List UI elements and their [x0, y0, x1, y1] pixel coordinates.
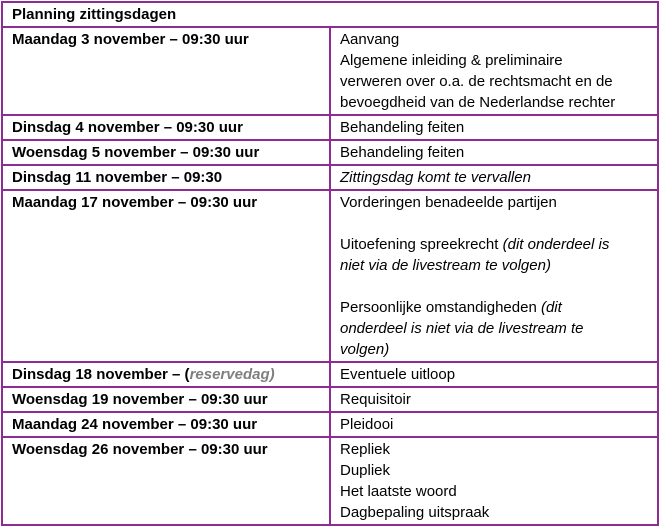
description-line: Aanvang: [340, 31, 400, 48]
description-line: Vorderingen benadeelde partijen: [340, 194, 557, 211]
description-line: Uitoefening spreekrecht (dit onderdeel is: [340, 236, 610, 253]
date-cell: Woensdag 19 november – 09:30 uur: [2, 387, 330, 412]
description-cell: [330, 190, 658, 362]
description-line: Algemene inleiding & preliminaire: [340, 52, 563, 69]
table-row: [2, 115, 658, 140]
table-row: [2, 140, 658, 165]
description-cell: Behandeling feiten: [330, 140, 658, 165]
description-line: onderdeel is niet via de livestream te: [340, 320, 584, 337]
description-line: Dupliek: [340, 462, 391, 479]
description-line: bevoegdheid van de Nederlandse rechter: [340, 94, 616, 111]
table-row: [2, 165, 658, 190]
table-row: [2, 190, 658, 362]
description-cell: Requisitoir: [330, 387, 658, 412]
date-cell: Dinsdag 4 november – 09:30 uur: [2, 115, 330, 140]
description-line: niet via de livestream te volgen): [340, 257, 551, 274]
description-line: verweren over o.a. de rechtsmacht en de: [340, 73, 613, 90]
description-line: Dagbepaling uitspraak: [340, 504, 490, 521]
table-row: [2, 412, 658, 437]
description-cell: Pleidooi: [330, 412, 658, 437]
description-line: Het laatste woord: [340, 483, 457, 500]
table-row: [2, 362, 658, 387]
date-cell: Dinsdag 11 november – 09:30: [2, 165, 330, 190]
table-title: Planning zittingsdagen: [2, 2, 658, 27]
description-cell: [330, 437, 658, 525]
date-cell: Woensdag 26 november – 09:30 uur: [2, 437, 330, 525]
date-cell: Dinsdag 18 november – (reservedag): [2, 362, 330, 387]
description-line: volgen): [340, 341, 390, 358]
date-cell: Maandag 3 november – 09:30 uur: [2, 27, 330, 115]
table-row: [2, 437, 658, 525]
table-header-row: [2, 2, 658, 27]
date-cell: Woensdag 5 november – 09:30 uur: [2, 140, 330, 165]
date-cell: Maandag 24 november – 09:30 uur: [2, 412, 330, 437]
reserve-label: reservedag): [189, 366, 275, 383]
table-row: [2, 387, 658, 412]
description-cell: Zittingsdag komt te vervallen: [330, 165, 658, 190]
table-row: [2, 27, 658, 115]
description-cell: [330, 27, 658, 115]
date-cell: Maandag 17 november – 09:30 uur: [2, 190, 330, 362]
description-cell: Behandeling feiten: [330, 115, 658, 140]
description-line: Persoonlijke omstandigheden (dit: [340, 299, 562, 316]
description-line: Repliek: [340, 441, 391, 458]
description-cell: Eventuele uitloop: [330, 362, 658, 387]
planning-table: [1, 1, 659, 526]
